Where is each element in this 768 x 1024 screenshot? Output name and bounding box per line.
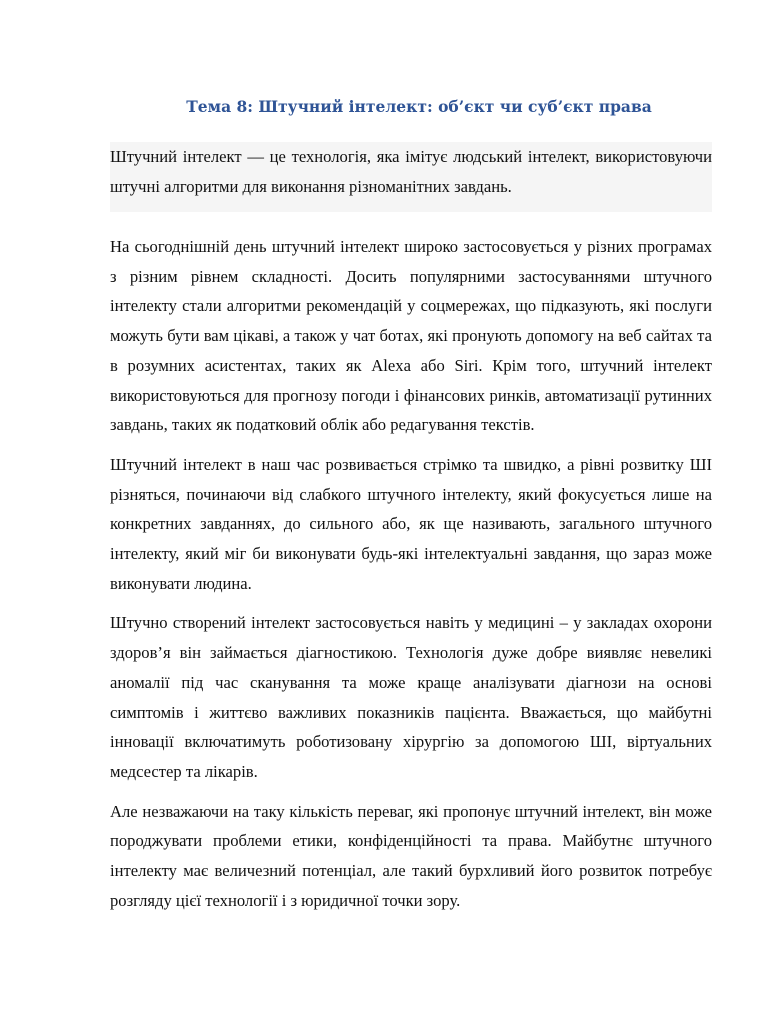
document-page (110, 92, 712, 925)
intro-paragraph: Штучний інтелект — це технологія, яка імітує людський інтелект, використовуючи штучні алгоритми для виконання різноманітних завдань. (110, 142, 712, 212)
document-title: Тема 8: Штучний інтелект: об’єкт чи суб’єкт права (186, 97, 652, 116)
body-paragraph-1: На сьогоднішній день штучний інтелект широко застосовується у різних програмах з різним рівнем складності. Досить популярними застосуваннями штучного інтелекту стали алгоритми рекомендацій у соцмережах, що підказують, які послуги можуть бути вам цікаві, а також у чат ботах, які пронують допомогу на веб сайтах та в розумних асистентах, таких як Alexa або Siri. Крім того, штучний інтелект використовуються для прогнозу погоди і фінансових ринків, автоматизації рутинних завдань, таких як податковий облік або редагування текстів. (110, 237, 712, 435)
body-paragraph-2: Штучний інтелект в наш час розвивається стрімко та швидко, а рівні розвитку ШІ різняться, починаючи від слабкого штучного інтелекту, який фокусується лише на конкретних завданнях, до сильного або, як ще називають, загального штучного інтелекту, який міг би виконувати будь-які інтелектуальні завдання, що зараз може виконувати людина. (110, 454, 712, 593)
body-paragraph-4: Але незважаючи на таку кількість переваг, які пропонує штучний інтелект, він може породжувати проблеми етики, конфіденційності та права. Майбутнє штучного інтелекту має величезний потенціал, але такий бурхливий його розвиток потребує розгляду цієї технології і з юридичної точки зору. (110, 801, 712, 910)
body-paragraph-3: Штучно створений інтелект застосовується навіть у медицині – у закладах охорони здоров’я він займається діагностикою. Технологія дуже добре виявляє невеликі аномалії під час сканування та може краще аналізувати діагнози на основі симптомів і життєво важливих показників пацієнта. Вважається, що майбутні інновації включатимуть роботизовану хірургію за допомогою ШІ, віртуальних медсестер та лікарів. (110, 613, 712, 781)
